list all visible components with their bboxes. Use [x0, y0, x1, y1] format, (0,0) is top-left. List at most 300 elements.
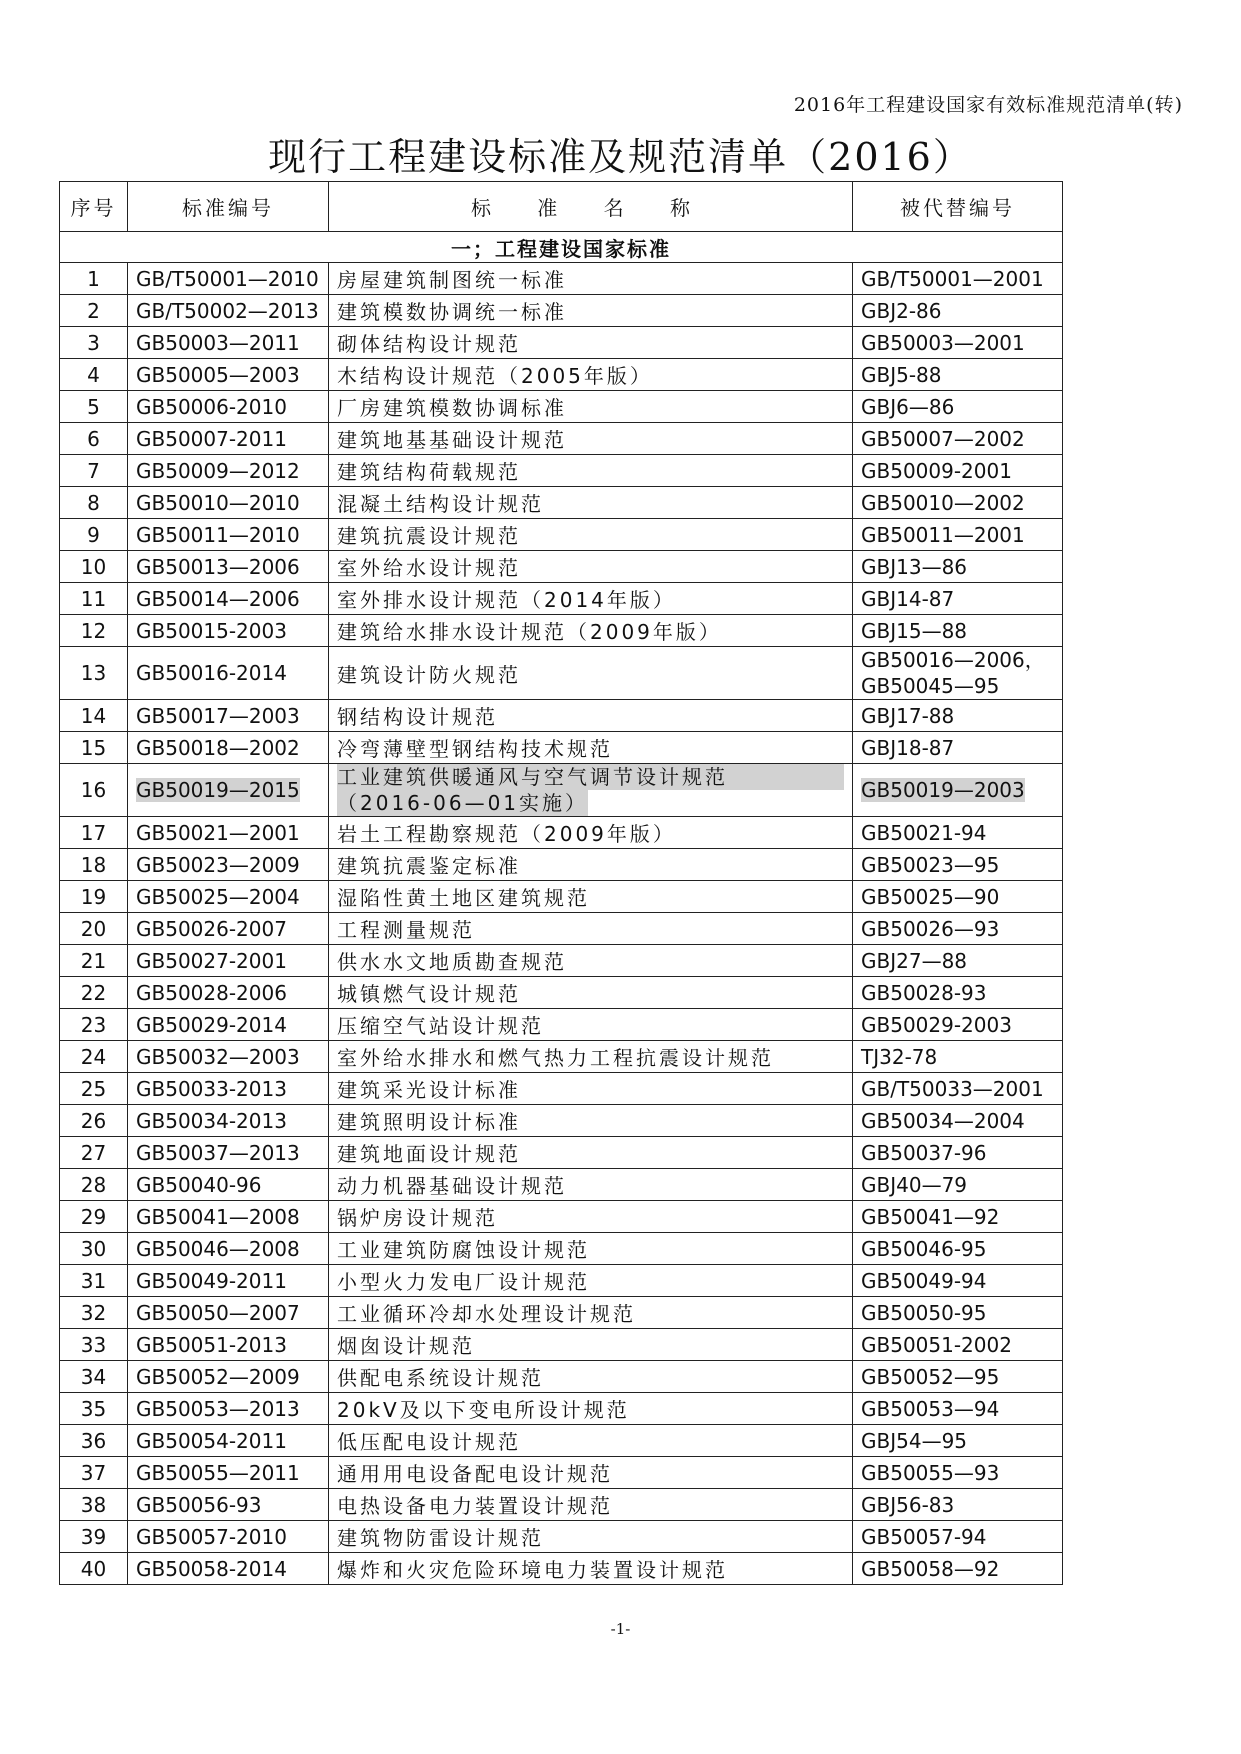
standard-code	[128, 1425, 329, 1457]
standard-code-text: GB50019—2015	[136, 778, 300, 802]
replaced-code-text: GB50019—2003	[861, 778, 1025, 802]
section-row	[60, 232, 1063, 263]
standard-code-text: GB50005—2003	[136, 362, 300, 387]
standard-name-text: 建筑模数协调统一标准	[337, 300, 567, 324]
standard-code	[128, 945, 329, 977]
row-number: 3	[60, 327, 128, 359]
replaced-code	[853, 391, 1063, 423]
row-number: 12	[60, 615, 128, 647]
standard-code-text: GB50013—2006	[136, 554, 300, 579]
standard-code	[128, 583, 329, 615]
standard-code-text: GB50015-2003	[136, 618, 287, 643]
replaced-code	[853, 1329, 1063, 1361]
standard-name-text: 建筑采光设计标准	[337, 1078, 521, 1102]
row-number: 9	[60, 519, 128, 551]
replaced-code-text: GB/T50033—2001	[861, 1076, 1044, 1101]
replaced-code	[853, 1041, 1063, 1073]
standard-code-text: GB50009—2012	[136, 458, 300, 483]
row-number: 26	[60, 1105, 128, 1137]
standard-name-text: 建筑设计防火规范	[337, 662, 521, 687]
standard-code-text: GB50056-93	[136, 1492, 262, 1517]
standard-code-text: GB50016-2014	[136, 661, 287, 685]
row-number: 28	[60, 1169, 128, 1201]
row-number: 1	[60, 263, 128, 295]
replaced-code-text: GBJ6—86	[861, 394, 955, 419]
table-row	[60, 263, 1063, 295]
standards-table	[59, 181, 1063, 1585]
replaced-code	[853, 455, 1063, 487]
standard-code-text: GB50040-96	[136, 1172, 262, 1197]
standard-name-text-2: （2016-06—01实施）	[337, 791, 589, 815]
standard-code	[128, 764, 329, 817]
row-number: 36	[60, 1425, 128, 1457]
standard-code-text: GB50041—2008	[136, 1204, 300, 1229]
standard-code	[128, 455, 329, 487]
standard-name	[329, 1393, 853, 1425]
section-title: 一；工程建设国家标准	[60, 232, 1063, 263]
standard-name	[329, 327, 853, 359]
table-row	[60, 551, 1063, 583]
column-header-no: 序号	[60, 182, 128, 232]
replaced-code-text: GB50034—2004	[861, 1108, 1025, 1133]
replaced-code-text: GB50011—2001	[861, 522, 1025, 547]
row-number: 22	[60, 977, 128, 1009]
table-row	[60, 700, 1063, 732]
standard-name	[329, 423, 853, 455]
standard-code-text: GB50033-2013	[136, 1076, 287, 1101]
standard-code-text: GB50057-2010	[136, 1524, 287, 1549]
standard-name-text: 工业建筑供暖通风与空气调节设计规范	[337, 764, 844, 790]
row-number: 20	[60, 913, 128, 945]
standard-code	[128, 1073, 329, 1105]
table-row	[60, 1105, 1063, 1137]
standard-code-text: GB50011—2010	[136, 522, 300, 547]
replaced-code	[853, 647, 1063, 700]
standard-code	[128, 1169, 329, 1201]
replaced-code-text: GB50052—95	[861, 1364, 1000, 1389]
replaced-code-text: GB/T50001—2001	[861, 266, 1044, 291]
row-number: 30	[60, 1233, 128, 1265]
standard-name	[329, 583, 853, 615]
standard-name-text: 烟囱设计规范	[337, 1334, 475, 1358]
table-row	[60, 977, 1063, 1009]
standard-code-text: GB50006-2010	[136, 394, 287, 419]
standard-name-text: 岩土工程勘察规范（2009年版）	[337, 822, 676, 846]
row-number: 7	[60, 455, 128, 487]
standard-name	[329, 1553, 853, 1585]
replaced-code-text: GB50028-93	[861, 980, 987, 1005]
standard-name	[329, 455, 853, 487]
standard-name-text: 压缩空气站设计规范	[337, 1014, 544, 1038]
row-number: 24	[60, 1041, 128, 1073]
standard-name-text: 冷弯薄壁型钢结构技术规范	[337, 737, 613, 761]
standard-name	[329, 1233, 853, 1265]
standard-name-text: 低压配电设计规范	[337, 1430, 521, 1454]
standard-code	[128, 1393, 329, 1425]
replaced-code	[853, 263, 1063, 295]
table-row	[60, 732, 1063, 764]
standard-name-text: 城镇燃气设计规范	[337, 982, 521, 1006]
table-row	[60, 423, 1063, 455]
replaced-code	[853, 913, 1063, 945]
replaced-code	[853, 1169, 1063, 1201]
standard-name-text: 建筑抗震设计规范	[337, 524, 521, 548]
replaced-code	[853, 519, 1063, 551]
standard-code	[128, 1457, 329, 1489]
replaced-code	[853, 1233, 1063, 1265]
standard-code-text: GB50010—2010	[136, 490, 300, 515]
replaced-code-text-2: GB50045—95	[861, 674, 1000, 698]
standard-code	[128, 849, 329, 881]
table-row	[60, 913, 1063, 945]
row-number: 27	[60, 1137, 128, 1169]
table-row	[60, 359, 1063, 391]
standard-name	[329, 1297, 853, 1329]
page-header: 2016年工程建设国家有效标准规范清单(转)	[793, 94, 1183, 116]
standard-name-text: 工业建筑防腐蚀设计规范	[337, 1238, 590, 1262]
replaced-code	[853, 1201, 1063, 1233]
standard-code	[128, 1329, 329, 1361]
replaced-code	[853, 700, 1063, 732]
standard-code-text: GB50014—2006	[136, 586, 300, 611]
standard-name-text: 建筑结构荷载规范	[337, 460, 521, 484]
standard-code-text: GB50058-2014	[136, 1556, 287, 1581]
replaced-code-text: GB50007—2002	[861, 426, 1025, 451]
replaced-code	[853, 881, 1063, 913]
standard-name-text: 工业循环冷却水处理设计规范	[337, 1302, 636, 1326]
table-row	[60, 455, 1063, 487]
row-number: 23	[60, 1009, 128, 1041]
replaced-code	[853, 583, 1063, 615]
replaced-code-text: GB50051-2002	[861, 1332, 1012, 1357]
replaced-code-text: GB50037-96	[861, 1140, 987, 1165]
standard-name-text: 供配电系统设计规范	[337, 1366, 544, 1390]
standard-code	[128, 263, 329, 295]
row-number: 10	[60, 551, 128, 583]
replaced-code	[853, 732, 1063, 764]
table-row	[60, 1041, 1063, 1073]
replaced-code-text: GB50050-95	[861, 1300, 987, 1325]
standard-code-text: GB50032—2003	[136, 1044, 300, 1069]
standard-code-text: GB50034-2013	[136, 1108, 287, 1133]
standard-code	[128, 700, 329, 732]
standard-code	[128, 1297, 329, 1329]
replaced-code	[853, 1073, 1063, 1105]
standard-code	[128, 647, 329, 700]
replaced-code	[853, 1009, 1063, 1041]
standard-name	[329, 1265, 853, 1297]
standard-name	[329, 913, 853, 945]
replaced-code	[853, 977, 1063, 1009]
replaced-code	[853, 1457, 1063, 1489]
row-number: 40	[60, 1553, 128, 1585]
replaced-code-text: GB50026—93	[861, 916, 1000, 941]
standard-code-text: GB50018—2002	[136, 735, 300, 760]
replaced-code-text: GBJ54—95	[861, 1428, 968, 1453]
standard-name-text: 通用用电设备配电设计规范	[337, 1462, 613, 1486]
replaced-code-text: GB50046-95	[861, 1236, 987, 1261]
replaced-code-text: GB50057-94	[861, 1524, 987, 1549]
replaced-code-text: GB50053—94	[861, 1396, 1000, 1421]
table-row	[60, 1553, 1063, 1585]
standard-name-text: 20kV及以下变电所设计规范	[337, 1398, 630, 1422]
table-row	[60, 615, 1063, 647]
table-row	[60, 1233, 1063, 1265]
standard-code	[128, 1489, 329, 1521]
column-header-replaced: 被代替编号	[853, 182, 1063, 232]
standard-code-text: GB50023—2009	[136, 852, 300, 877]
replaced-code	[853, 487, 1063, 519]
standard-code	[128, 327, 329, 359]
replaced-code-text: GB50003—2001	[861, 330, 1025, 355]
standard-code-text: GB50050—2007	[136, 1300, 300, 1325]
standard-name	[329, 647, 853, 700]
replaced-code-text: GB50049-94	[861, 1268, 987, 1293]
replaced-code	[853, 1265, 1063, 1297]
replaced-code-text: GBJ5-88	[861, 362, 942, 387]
table-row	[60, 487, 1063, 519]
standard-code	[128, 1041, 329, 1073]
row-number: 34	[60, 1361, 128, 1393]
table-row	[60, 1073, 1063, 1105]
standard-name	[329, 391, 853, 423]
standard-code	[128, 1137, 329, 1169]
table-row	[60, 1297, 1063, 1329]
standard-name	[329, 732, 853, 764]
standard-name	[329, 1489, 853, 1521]
standard-code-text: GB50021—2001	[136, 820, 300, 845]
replaced-code	[853, 1489, 1063, 1521]
standard-name-text: 建筑照明设计标准	[337, 1110, 521, 1134]
standard-code	[128, 977, 329, 1009]
table-row	[60, 1489, 1063, 1521]
table-row	[60, 583, 1063, 615]
replaced-code	[853, 1361, 1063, 1393]
row-number: 11	[60, 583, 128, 615]
replaced-code-text: GB50023—95	[861, 852, 1000, 877]
page-title: 现行工程建设标准及规范清单（2016）	[268, 135, 973, 179]
replaced-code-text: GBJ56-83	[861, 1492, 955, 1517]
standard-name	[329, 700, 853, 732]
table-row	[60, 327, 1063, 359]
standard-name	[329, 764, 853, 817]
standard-code-text: GB50055—2011	[136, 1460, 300, 1485]
replaced-code-text: GB50058—92	[861, 1556, 1000, 1581]
standard-code	[128, 732, 329, 764]
standard-code	[128, 1521, 329, 1553]
table-row	[60, 881, 1063, 913]
standard-code	[128, 487, 329, 519]
replaced-code-text: GBJ40—79	[861, 1172, 968, 1197]
standard-code-text: GB50049-2011	[136, 1268, 287, 1293]
standard-name	[329, 519, 853, 551]
standard-name	[329, 1201, 853, 1233]
replaced-code	[853, 1553, 1063, 1585]
standard-name-text: 木结构设计规范（2005年版）	[337, 364, 653, 388]
replaced-code	[853, 1137, 1063, 1169]
standard-name	[329, 1105, 853, 1137]
standard-name-text: 锅炉房设计规范	[337, 1206, 498, 1230]
standard-code	[128, 1361, 329, 1393]
standard-name	[329, 1361, 853, 1393]
standard-name-text: 室外给水排水和燃气热力工程抗震设计规范	[337, 1046, 774, 1070]
standard-name-text: 建筑抗震鉴定标准	[337, 854, 521, 878]
table-row	[60, 1009, 1063, 1041]
replaced-code-text: GB50025—90	[861, 884, 1000, 909]
replaced-code-text: GBJ17-88	[861, 703, 955, 728]
table-row	[60, 1425, 1063, 1457]
standard-code	[128, 519, 329, 551]
standard-code-text: GB50007-2011	[136, 426, 287, 451]
replaced-code	[853, 764, 1063, 817]
standard-code-text: GB50037—2013	[136, 1140, 300, 1165]
standard-name	[329, 1169, 853, 1201]
table-row	[60, 1393, 1063, 1425]
standard-code	[128, 881, 329, 913]
row-number: 17	[60, 817, 128, 849]
standard-name	[329, 615, 853, 647]
replaced-code	[853, 945, 1063, 977]
row-number: 21	[60, 945, 128, 977]
column-header-name: 标 准 名 称	[329, 182, 853, 232]
replaced-code	[853, 1297, 1063, 1329]
table-row	[60, 849, 1063, 881]
replaced-code-text: GB50016—2006，	[861, 648, 1045, 672]
replaced-code-text: GB50055—93	[861, 1460, 1000, 1485]
row-number: 16	[60, 764, 128, 817]
standard-code-text: GB50026-2007	[136, 916, 287, 941]
standard-name	[329, 1329, 853, 1361]
standard-code-text: GB/T50001—2010	[136, 266, 319, 291]
standard-code	[128, 295, 329, 327]
standard-code	[128, 1201, 329, 1233]
row-number: 5	[60, 391, 128, 423]
standard-code-text: GB50029-2014	[136, 1012, 287, 1037]
replaced-code-text: GBJ15—88	[861, 618, 968, 643]
standard-code	[128, 913, 329, 945]
standard-name	[329, 263, 853, 295]
standard-name-text: 供水水文地质勘查规范	[337, 950, 567, 974]
standard-name-text: 电热设备电力装置设计规范	[337, 1494, 613, 1518]
standard-name	[329, 945, 853, 977]
row-number: 35	[60, 1393, 128, 1425]
standard-name	[329, 1041, 853, 1073]
row-number: 29	[60, 1201, 128, 1233]
table-row	[60, 1265, 1063, 1297]
replaced-code	[853, 1105, 1063, 1137]
standard-name-text: 工程测量规范	[337, 918, 475, 942]
table-row	[60, 391, 1063, 423]
row-number: 4	[60, 359, 128, 391]
standard-name	[329, 881, 853, 913]
row-number: 38	[60, 1489, 128, 1521]
standard-name-text: 建筑给水排水设计规范（2009年版）	[337, 620, 722, 644]
row-number: 8	[60, 487, 128, 519]
standard-code	[128, 391, 329, 423]
replaced-code	[853, 1521, 1063, 1553]
column-header-code: 标准编号	[128, 182, 329, 232]
standard-code	[128, 1553, 329, 1585]
replaced-code	[853, 551, 1063, 583]
standard-code	[128, 1105, 329, 1137]
standard-name-text: 厂房建筑模数协调标准	[337, 396, 567, 420]
table-row	[60, 647, 1063, 700]
standard-name	[329, 1521, 853, 1553]
standard-code	[128, 817, 329, 849]
table-header-row	[60, 182, 1063, 232]
standard-name	[329, 1425, 853, 1457]
standard-code-text: GB50051-2013	[136, 1332, 287, 1357]
replaced-code-text: GB50029-2003	[861, 1012, 1012, 1037]
replaced-code-text: GB50009-2001	[861, 458, 1012, 483]
row-number: 18	[60, 849, 128, 881]
standard-code-text: GB50027-2001	[136, 948, 287, 973]
standard-name-text: 砌体结构设计规范	[337, 332, 521, 356]
standard-name	[329, 849, 853, 881]
table-row	[60, 1361, 1063, 1393]
row-number: 25	[60, 1073, 128, 1105]
standard-code-text: GB50017—2003	[136, 703, 300, 728]
replaced-code	[853, 817, 1063, 849]
replaced-code	[853, 1425, 1063, 1457]
replaced-code	[853, 327, 1063, 359]
standard-code-text: GB/T50002—2013	[136, 298, 319, 323]
standard-code	[128, 359, 329, 391]
replaced-code-text: GBJ14-87	[861, 586, 955, 611]
replaced-code-text: GBJ13—86	[861, 554, 968, 579]
page-number: -1-	[610, 1620, 631, 1638]
replaced-code-text: GBJ18-87	[861, 735, 955, 760]
standard-name-text: 建筑物防雷设计规范	[337, 1526, 544, 1550]
table-row	[60, 764, 1063, 817]
standard-name-text: 钢结构设计规范	[337, 705, 498, 729]
table-row	[60, 1457, 1063, 1489]
replaced-code-text: GBJ27—88	[861, 948, 968, 973]
replaced-code	[853, 849, 1063, 881]
standard-name-text: 湿陷性黄土地区建筑规范	[337, 886, 590, 910]
standard-name	[329, 359, 853, 391]
standard-code	[128, 1233, 329, 1265]
standard-code-text: GB50054-2011	[136, 1428, 287, 1453]
row-number: 13	[60, 647, 128, 700]
row-number: 2	[60, 295, 128, 327]
replaced-code	[853, 1393, 1063, 1425]
table-row	[60, 1201, 1063, 1233]
row-number: 33	[60, 1329, 128, 1361]
standard-name	[329, 1073, 853, 1105]
standard-name	[329, 487, 853, 519]
row-number: 37	[60, 1457, 128, 1489]
standard-name	[329, 977, 853, 1009]
replaced-code-text: GBJ2-86	[861, 298, 942, 323]
standard-code-text: GB50052—2009	[136, 1364, 300, 1389]
row-number: 6	[60, 423, 128, 455]
standard-code	[128, 551, 329, 583]
replaced-code	[853, 295, 1063, 327]
standard-code	[128, 423, 329, 455]
table-row	[60, 1521, 1063, 1553]
standard-name	[329, 1457, 853, 1489]
standard-name-text: 室外给水设计规范	[337, 556, 521, 580]
standard-name	[329, 1009, 853, 1041]
table-row	[60, 1169, 1063, 1201]
standard-name-text: 混凝土结构设计规范	[337, 492, 544, 516]
row-number: 14	[60, 700, 128, 732]
standard-code-text: GB50046—2008	[136, 1236, 300, 1261]
standard-code	[128, 615, 329, 647]
standard-name	[329, 551, 853, 583]
row-number: 39	[60, 1521, 128, 1553]
